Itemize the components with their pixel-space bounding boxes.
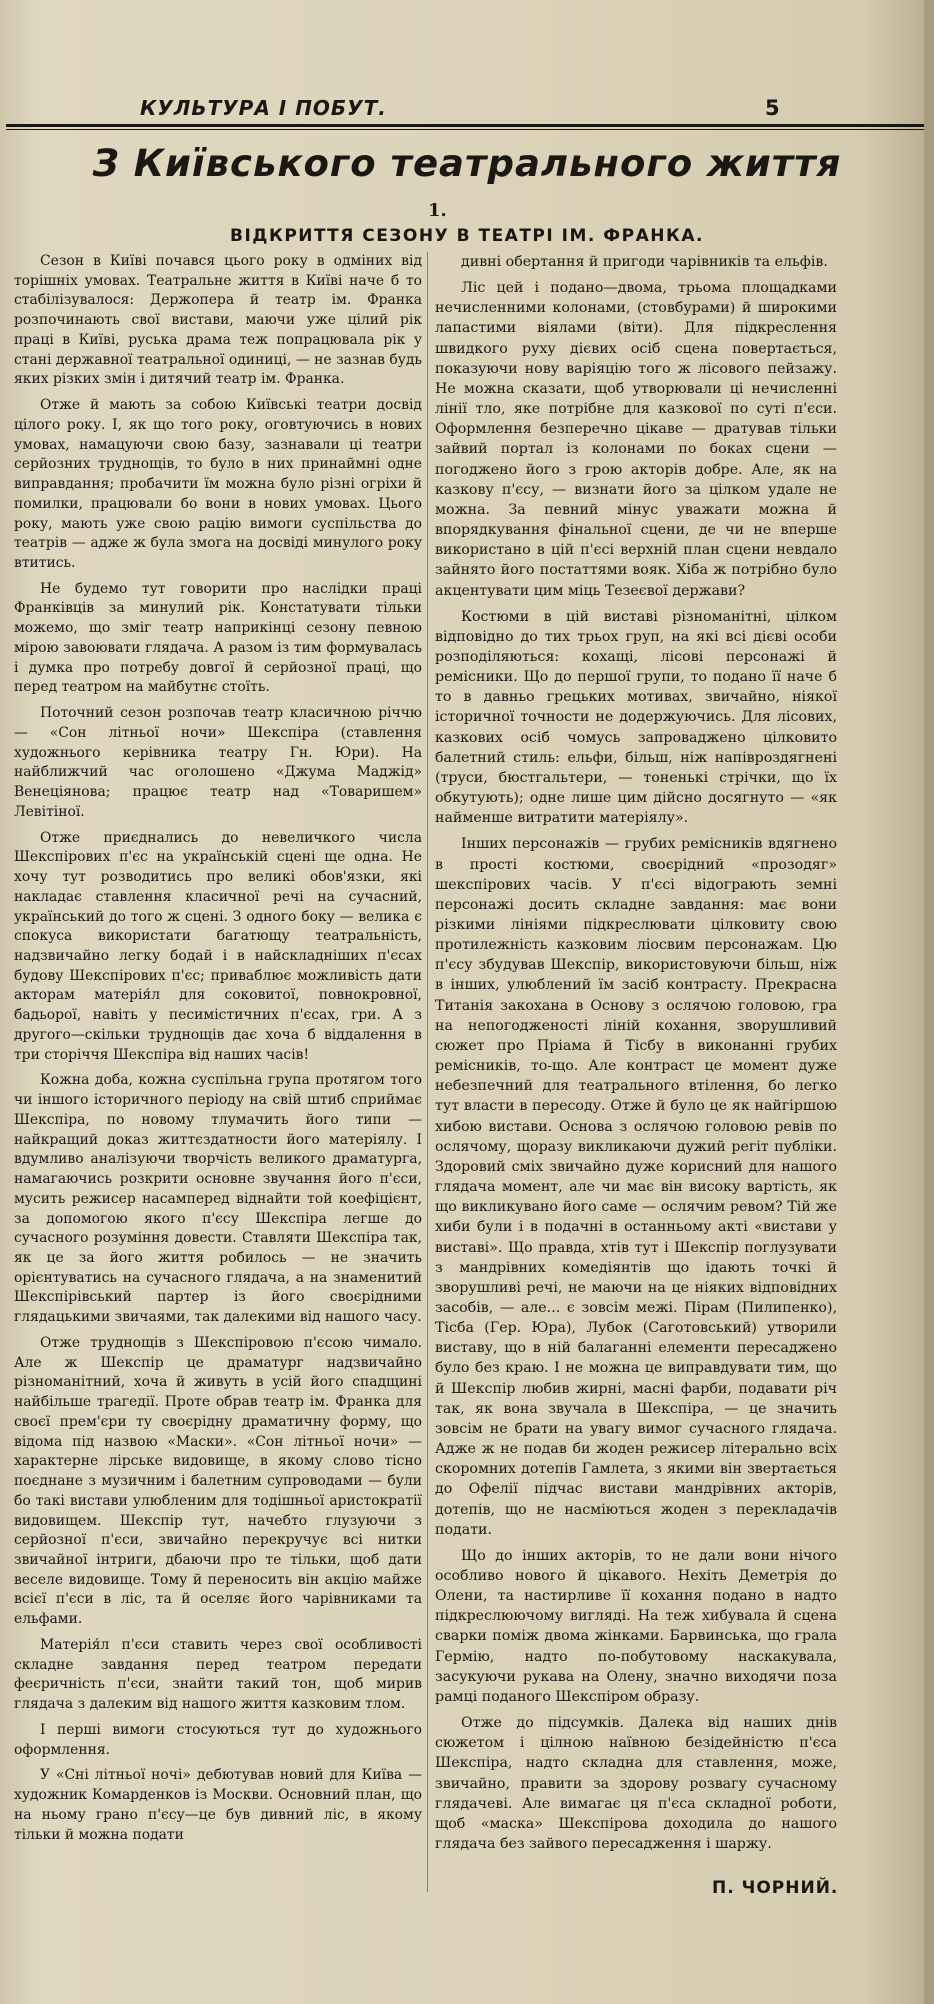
right-column (435, 252, 837, 1860)
paragraph: дивні обертання й пригоди чарівників та ельфів. (461, 254, 828, 270)
paragraph: Отже до підсумків. Далека від наших днів сюжетом і цілною наївною безідейністю п'єса Шекспіра, надто складна для ставлення, може, звичайно, правити за здорову розвагу сучасному глядачеві. Але вимагає ця п'єса складної роботи, щоб «маска» Шекспірова доходила до нашого глядача без зайвого пересадження і шаржу. (435, 1715, 837, 1853)
paragraph: Матерія́л п'єси ставить через свої особливості складне завдання перед театром передати феєричність п'єси, знайти такий тон, щоб мирив глядача з далеким від нашого життя казковим тлом. (14, 1636, 422, 1713)
article-subtitle: ВІДКРИТТЯ СЕЗОНУ В ТЕАТРІ ІМ. ФРАНКА. (230, 226, 704, 246)
paragraph: Отже приєднались до невеличкого числа Шекспірових п'єс на українській сцені ще одна. Не хочу тут розводитись про великі обов'язки, які накладає ставлення класичної речі на сучасний, український до того ж сцені. З одного боку — велика є спокуса використати багатющу театральність, надзвичайно легку бодай і в найскладніших п'єсах будову Шекспірових п'єс; приваблює можливість дати акторам матерія́л для соковитої, повнокровної, бадьорої, навіть у песимістичних п'єсах, гри. А з другого—скільки труднощів дає хоча б віддалення в три сторіччя Шекспіра від наших часів! (14, 829, 422, 1063)
paragraph: І перші вимоги стосуються тут до художнього оформлення. (14, 1721, 422, 1758)
paragraph: Інших персонажів — грубих ремісників вдягнено в прості костюми, своєрідний «прозодяг» шекспірових часів. У п'єсі відограють земні персонажі досить складне завдання: має вони різкими лініями підкреслювати цілковиту свою протилежність казковим ліосвим персонажам. Цю п'єсу збудував Шекспір, використовуючи більш, ніж в інших, улюблений їм засіб контрасту. Прекрасна Титанія закохана в Основу з ослячою головою, гра на непогодженості ліній кохання, зворушливий сюжет про Пріама й Тісбу в виконанні грубих ремісників, то-що. Але контраст це момент дуже небезпечний для театрального втілення, бо легко тут власти в пересоду. Отже й було це як найгіршою хибою вистави. Основа з ослячою головою ревів по ослячому, щоразу викликаючи дужий регіт публіки. Здоровий сміх звичайно дуже корисний для нашого глядача момент, але чи має він високу вартість, як що викликувано його саме — ослячим ревом? Тій же хиби були і в подачні в останньому акті «вистави у виставі». Що правда, хтів тут і Шекспір поглузувати з мандрівних комедіянтів що ідають точкі й зворушливі речі, не маючи на це ніяких відповідних засобів, — але... є зовсім межі. Пірам (Пилипенко), Тісба (Гер. Юра), Лубок (Саготовський) утворили виставу, що в ній балаганні елементи пересаджено було без краю. І не можна це виправдувати тим, що й Шекспір любив жирні, масні фарби, подавати річ так, як вона звучала в Шекспіра, — це значить зовсім не брати на увагу вимог сучасного глядача. Адже ж не подав би жоден режисер літерально всіх скоромних дотепів Гамлета, з якими він звертається до Офелії підчас вистави мандрівних акторів, дотепів, що не насміються жоден з перекладачів подати. (435, 836, 837, 1538)
paragraph: Ліс цей і подано—двома, трьома площадками нечисленними колонами, (стовбурами) й широкими лапастими віялами (віти). Для підкреслення швидкого руху дієвих осіб сцена повертається, показуючи нову варіяцію того ж лісового пейзажу. Не можна сказати, щоб утворювали ці нечисленні лінії тло, яке потрібне для казкової по суті п'єси. Оформлення безперечно цікаве — дратував тільки зайвий портал із колонами по боках сцени — погоджено його з грою акторів добре. Але, як на казкову п'єсу, — визнати його за цілком удале не можна. За певний мінус уважати можна й впорядкування фінальної сцени, де чи не вперше використано в цій п'єсі верхній план сцени невдало зайнято його постаттями вояк. Хіба ж потрібно було акцентувати цим міць Тезеєвої держави? (435, 280, 837, 599)
paragraph: Поточний сезон розпочав театр класичною річчю — «Сон літньої ночи» Шекспіра (ставлення художнього керівника театру Гн. Юри). На найближчий час оголошено «Джума Маджід» Венеціянова; працює театр над «Товаришем» Левітіної. (14, 705, 422, 820)
header-rule-thin (6, 129, 924, 130)
page-number: 5 (765, 96, 780, 120)
paragraph: Сезон в Київі почався цього року в одміних від торішніх умовах. Театральне життя в Київі наче б то стабілізувалося: Держопера й театр ім. Франка розпочинають свої вистави, маючи уже цілий рік праці в Київі, руська драма теж попрацювала рік у стані державної театральної одиниці, — не зазнав будь яких різких змін і дитячий театр ім. Франка. (14, 253, 422, 388)
paragraph: Отже й мають за собою Київські театри досвід цілого року. І, як що того року, оговтуючись в нових умовах, намацуючи свою базу, зазнавали ці театри серйозних труднощів, то було в них принаймні одне виправдання; пробачити їм можна було різні огріхи й помилки, працювали бо вони в нових умовах. Цього року, мають уже свою рацію вимоги суспільства до театрів — адже ж була змога на досвіді минулого року втитись. (14, 397, 422, 572)
paragraph: У «Сні літньої ночі» дебютував новий для Київа — художник Комарденков із Москви. Основний план, що на ньому грано п'єсу—це був дивний ліс, в якому тільки й можна подати (14, 1767, 422, 1843)
header-rule (6, 124, 924, 127)
paragraph: Що до інших акторів, то не дали вони нічого особливо нового й цікавого. Нехіть Деметрія до Олени, та настирливе її кохання подано в надто підкреслюючому вигляді. На теж хибувала й сцена сварки поміж двома жінками. Барвинська, що грала Гермію, надто по-побутовому наскакувала, засукуючи рукава на Олену, значно виходячи поза рамці поданого Шекспіром образу. (435, 1547, 837, 1705)
left-column (14, 252, 422, 1851)
page-edge (924, 0, 934, 2004)
part-number: 1. (428, 200, 447, 221)
paragraph: Не будемо тут говорити про наслідки праці Франківців за минулий рік. Констатувати тільки можемо, що зміг театр наприкінці сезону певною мірою завоювати глядача. А разом із тим формувалась і думка про потребу довгої й серйозної праці, що перед театром на майбутнє стоїть. (14, 580, 422, 696)
paragraph: Костюми в цій виставі різноманітні, цілком відповідно до тих трьох груп, на які всі дієві особи розподіляються: кохащі, лісові персонажі й ремісники. Що до першої групи, то подано її наче б то в давньо грецьких мотивах, звичайно, ніякої історичної точности не додержуючись. Для лісових, казкових осіб чомусь запроваджено цілковито балетний стиль: ельфи, більш, ніж напівроздягнені (труси, бюстгальтери, — тоненькі стрічки, що їх обкутують); одне лише цим дійсно досягнуто — «як найменше витратити матеріялу». (435, 608, 837, 827)
paragraph: Кожна доба, кожна суспільна група протягом того чи іншого історичного періоду на свій штиб сприймає Шекспіра, по новому тлумачить його типи — найкращий доказ життєздатности його матеріялу. І вдумливо аналізуючи творчість великого драматурга, намагаючись розкрити основне звучання його п'єси, мусить режисер насамперед віднайти той коефіцієнт, за допомогою якого п'єсу Шекспіра легше до сучасного розуміння довести. Ставляти Шекспіра так, як це за його життя робилось — не значить орієнтуватись на сучасного глядача, а на знаменитий Шекспірівський партер із його своєрідними глядацькими звичаями, так далекими від нашого часу. (14, 1072, 422, 1326)
column-divider (427, 252, 428, 1892)
author-signature: П. ЧОРНИЙ. (712, 1878, 839, 1898)
section-heading: КУЛЬТУРА І ПОБУТ. (140, 96, 387, 120)
paragraph: Отже труднощів з Шекспіровою п'єсою чимало. Але ж Шекспір це драматург надзвичайно різноманітний, хоча й живуть в усій його спадщині найбільше трагедії. Проте обрав театр ім. Франка для своєї прем'єри ту своєрідну драматичну форму, що відома під назвою «Маски». «Сон літньої ночи» — характерне лірське видовище, в якому слово тісно поєднане з музичним і балетним супроводами — були бо такі вистави улюбленим для тодішньої аристократії видовищем. Шекспір тут, начебто глузуючи з серйозної п'єси, звичайно перекручує всі нитки звичайної інтриги, дбаючи про те тільки, щоб дати веселе видовище. Тому й переносить він акцію майже всієї п'єси в ліс, та й оселяє його чарівниками та ельфами. (14, 1334, 422, 1628)
article-title: З Київського театрального життя (92, 142, 842, 185)
